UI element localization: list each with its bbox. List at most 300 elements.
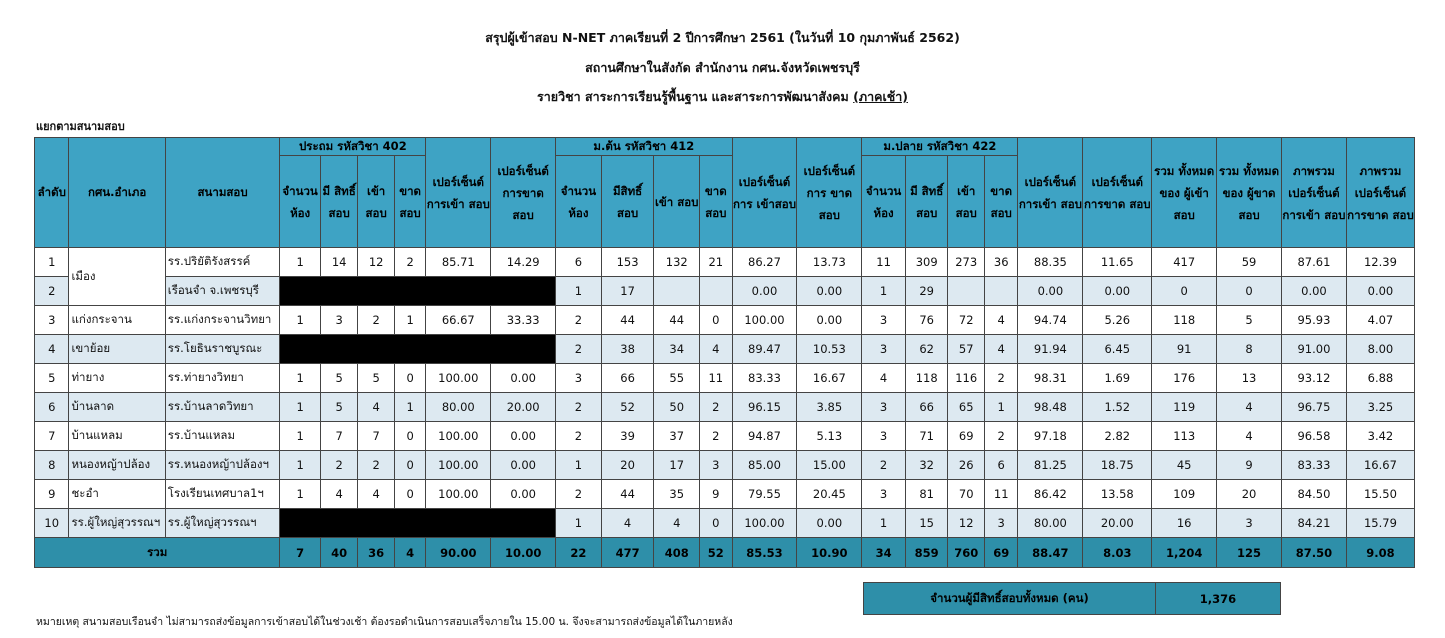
upper-secondary-cell: 3	[862, 480, 906, 509]
totals-cell: 36	[358, 538, 395, 568]
row-number: 5	[35, 364, 69, 393]
total-cell: 45	[1152, 451, 1217, 480]
lower-secondary-cell: 3	[700, 451, 732, 480]
primary-cell: 3	[320, 306, 358, 335]
upper-secondary-cell: 12	[948, 509, 985, 538]
upper-secondary-cell: 0.00	[1018, 277, 1083, 306]
header-upper-pct-absent	[1083, 138, 1152, 248]
lower-secondary-cell: 44	[601, 306, 654, 335]
lower-secondary-cell: 0.00	[797, 306, 862, 335]
primary-cell: 66.67	[426, 306, 491, 335]
primary-cell: 1	[394, 393, 425, 422]
report-title: สรุปผู้เข้าสอบ N-NET ภาคเรียนที่ 2 ปีการศึกษา 2561 (ในวันที่ 10 กุมภาพันธ์ 2562)	[485, 30, 960, 45]
total-cell: 4	[1217, 422, 1282, 451]
primary-cell: 100.00	[426, 364, 491, 393]
header-upper-pct-attend	[1018, 138, 1083, 248]
primary-cell: 85.71	[426, 248, 491, 277]
total-cell: 0.00	[1282, 277, 1347, 306]
primary-cell: 1	[394, 306, 425, 335]
primary-cell: 14	[320, 248, 358, 277]
row-venue: โรงเรียนเทศบาล1ฯ	[165, 480, 280, 509]
table-row	[35, 248, 1415, 277]
summary-label: จำนวนผู้มีสิทธิ์สอบทั้งหมด (คน)	[864, 583, 1156, 615]
report-subject	[0, 87, 1445, 107]
lower-secondary-cell: 0.00	[797, 277, 862, 306]
lower-secondary-cell	[654, 277, 700, 306]
totals-cell: 85.53	[732, 538, 797, 568]
lower-secondary-cell: 1	[556, 509, 602, 538]
row-number: 10	[35, 509, 69, 538]
upper-secondary-cell: 57	[948, 335, 985, 364]
total-cell: 3.42	[1346, 422, 1414, 451]
totals-cell: 88.47	[1018, 538, 1083, 568]
primary-cell: 5	[320, 364, 358, 393]
upper-secondary-cell: 1	[984, 393, 1017, 422]
primary-cell: 4	[320, 480, 358, 509]
total-cell: 13	[1217, 364, 1282, 393]
results-table	[34, 137, 1415, 568]
primary-cell: 100.00	[426, 480, 491, 509]
upper-secondary-cell: 88.35	[1018, 248, 1083, 277]
total-cell: 96.75	[1282, 393, 1347, 422]
redacted-block	[280, 509, 556, 538]
lower-secondary-cell: 100.00	[732, 509, 797, 538]
lower-secondary-cell: 15.00	[797, 451, 862, 480]
upper-secondary-cell: 70	[948, 480, 985, 509]
header-venue: สนามสอบ	[165, 138, 280, 248]
row-district: รร.ผู้ใหญ่สุวรรณฯ	[69, 509, 165, 538]
upper-secondary-cell: 98.31	[1018, 364, 1083, 393]
primary-cell: 0	[394, 451, 425, 480]
header-absent: ขาด สอบ	[700, 156, 732, 248]
table-row	[35, 451, 1415, 480]
lower-secondary-cell: 2	[556, 335, 602, 364]
table-row	[35, 422, 1415, 451]
report-subtitle: สถานศึกษาในสังกัด สำนักงาน กศน.จังหวัดเพชรบุรี	[585, 60, 860, 75]
header-district: กศน.อำเภอ	[69, 138, 165, 248]
total-cell: 0.00	[1346, 277, 1414, 306]
upper-secondary-cell: 11	[984, 480, 1017, 509]
header-total-absent: รวม ทั้งหมด ของ ผู้ขาดสอบ	[1217, 138, 1282, 248]
total-cell: 83.33	[1282, 451, 1347, 480]
header-attended: เข้า สอบ	[654, 156, 700, 248]
total-cell: 5	[1217, 306, 1282, 335]
row-district: เมือง	[69, 248, 165, 306]
totals-cell: 477	[601, 538, 654, 568]
row-venue: รร.บ้านลาดวิทยา	[165, 393, 280, 422]
total-cell: 95.93	[1282, 306, 1347, 335]
total-cell: 417	[1152, 248, 1217, 277]
lower-secondary-cell: 0.00	[732, 277, 797, 306]
lower-secondary-cell: 1	[556, 277, 602, 306]
header-attended: เข้า สอบ	[358, 156, 395, 248]
upper-secondary-cell: 18.75	[1083, 451, 1152, 480]
lower-secondary-cell: 4	[700, 335, 732, 364]
primary-cell: 0.00	[491, 480, 556, 509]
totals-cell: 859	[905, 538, 948, 568]
table-row	[35, 335, 1415, 364]
totals-cell: 34	[862, 538, 906, 568]
redacted-block	[280, 277, 556, 306]
table-row	[35, 393, 1415, 422]
primary-cell: 0.00	[491, 422, 556, 451]
upper-secondary-cell: 1	[862, 277, 906, 306]
lower-secondary-cell: 96.15	[732, 393, 797, 422]
primary-cell: 5	[320, 393, 358, 422]
upper-secondary-cell: 13.58	[1083, 480, 1152, 509]
totals-row	[35, 538, 1415, 568]
total-cell: 8.00	[1346, 335, 1414, 364]
lower-secondary-cell: 16.67	[797, 364, 862, 393]
upper-secondary-cell: 32	[905, 451, 948, 480]
lower-secondary-cell: 44	[654, 306, 700, 335]
lower-secondary-cell: 94.87	[732, 422, 797, 451]
lower-secondary-cell: 83.33	[732, 364, 797, 393]
upper-secondary-cell: 0.00	[1083, 277, 1152, 306]
pct-label: เปอร์เซ็นต์	[497, 163, 549, 178]
total-cell: 6.88	[1346, 364, 1414, 393]
upper-secondary-cell: 72	[948, 306, 985, 335]
lower-secondary-cell: 0	[700, 509, 732, 538]
total-cell: 16.67	[1346, 451, 1414, 480]
totals-cell: 760	[948, 538, 985, 568]
upper-secondary-cell: 4	[984, 335, 1017, 364]
session-label: (ภาคเช้า)	[853, 89, 908, 104]
row-venue: รร.ปริยัติรังสรรค์	[165, 248, 280, 277]
row-venue: รร.โยธินราชบูรณะ	[165, 335, 280, 364]
lower-secondary-cell: 20.45	[797, 480, 862, 509]
total-cell: 9	[1217, 451, 1282, 480]
total-cell: 113	[1152, 422, 1217, 451]
total-cell: 16	[1152, 509, 1217, 538]
row-district: เขาย้อย	[69, 335, 165, 364]
total-cell: 91.00	[1282, 335, 1347, 364]
upper-secondary-cell	[948, 277, 985, 306]
upper-secondary-cell: 80.00	[1018, 509, 1083, 538]
upper-secondary-cell: 65	[948, 393, 985, 422]
pct-sub: การ ขาดสอบ	[806, 185, 853, 222]
pct-label: เปอร์เซ็นต์	[1024, 174, 1077, 189]
upper-secondary-cell: 69	[948, 422, 985, 451]
total-cell: 87.61	[1282, 248, 1347, 277]
upper-secondary-cell: 97.18	[1018, 422, 1083, 451]
table-row	[35, 480, 1415, 509]
upper-secondary-cell	[984, 277, 1017, 306]
upper-secondary-cell: 20.00	[1083, 509, 1152, 538]
lower-secondary-cell: 4	[601, 509, 654, 538]
upper-secondary-cell: 1.69	[1083, 364, 1152, 393]
totals-cell: 10.00	[491, 538, 556, 568]
header-primary-pct-attend	[426, 138, 491, 248]
lower-secondary-cell: 79.55	[732, 480, 797, 509]
upper-secondary-cell: 81	[905, 480, 948, 509]
lower-secondary-cell: 34	[654, 335, 700, 364]
total-cell: 176	[1152, 364, 1217, 393]
upper-secondary-cell: 1	[862, 509, 906, 538]
upper-secondary-cell: 3	[862, 335, 906, 364]
primary-cell: 1	[280, 364, 321, 393]
row-number: 3	[35, 306, 69, 335]
row-venue: เรือนจำ จ.เพชรบุรี	[165, 277, 280, 306]
pct-sub: การขาด สอบ	[502, 185, 544, 222]
upper-secondary-cell: 2	[862, 451, 906, 480]
upper-secondary-cell: 81.25	[1018, 451, 1083, 480]
total-cell: 12.39	[1346, 248, 1414, 277]
header-overall-pct-absent: ภาพรวม เปอร์เซ็นต์ การขาด สอบ	[1346, 138, 1414, 248]
total-cell: 0	[1152, 277, 1217, 306]
totals-cell: 90.00	[426, 538, 491, 568]
primary-cell: 80.00	[426, 393, 491, 422]
row-district: หนองหญ้าปล้อง	[69, 451, 165, 480]
primary-cell: 100.00	[426, 451, 491, 480]
group-label: แยกตามสนามสอบ	[36, 120, 125, 133]
redacted-block	[280, 335, 556, 364]
header-rooms: จำนวน ห้อง	[280, 156, 321, 248]
primary-cell: 14.29	[491, 248, 556, 277]
lower-secondary-cell: 44	[601, 480, 654, 509]
lower-secondary-cell: 2	[700, 422, 732, 451]
upper-secondary-cell: 4	[862, 364, 906, 393]
primary-cell: 0	[394, 480, 425, 509]
upper-secondary-cell: 4	[984, 306, 1017, 335]
total-cell: 59	[1217, 248, 1282, 277]
table-row	[35, 277, 1415, 306]
lower-secondary-cell: 85.00	[732, 451, 797, 480]
total-cell: 84.50	[1282, 480, 1347, 509]
primary-cell: 1	[280, 451, 321, 480]
total-cell: 84.21	[1282, 509, 1347, 538]
row-number: 4	[35, 335, 69, 364]
lower-secondary-cell: 66	[601, 364, 654, 393]
row-venue: รร.ท่ายางวิทยา	[165, 364, 280, 393]
lower-secondary-cell: 55	[654, 364, 700, 393]
upper-secondary-cell: 3	[984, 509, 1017, 538]
total-cell: 0	[1217, 277, 1282, 306]
upper-secondary-cell: 76	[905, 306, 948, 335]
lower-secondary-cell: 11	[700, 364, 732, 393]
header-rooms: จำนวน ห้อง	[556, 156, 602, 248]
row-venue: รร.แก่งกระจานวิทยา	[165, 306, 280, 335]
row-district: บ้านแหลม	[69, 422, 165, 451]
results-body	[35, 248, 1415, 568]
total-cell: 119	[1152, 393, 1217, 422]
primary-cell: 5	[358, 364, 395, 393]
table-row	[35, 509, 1415, 538]
lower-secondary-cell: 21	[700, 248, 732, 277]
lower-secondary-cell: 5.13	[797, 422, 862, 451]
pct-label: เปอร์เซ็นต์	[1091, 174, 1143, 189]
summary-value: 1,376	[1156, 583, 1281, 615]
totals-label: รวม	[35, 538, 280, 568]
primary-cell: 2	[358, 306, 395, 335]
primary-cell: 4	[358, 480, 395, 509]
upper-secondary-cell: 2.82	[1083, 422, 1152, 451]
primary-cell: 0	[394, 422, 425, 451]
totals-cell: 9.08	[1346, 538, 1414, 568]
upper-secondary-cell: 3	[862, 422, 906, 451]
header-lower-secondary: ม.ต้น รหัสวิชา 412	[556, 138, 732, 156]
header-upper-secondary: ม.ปลาย รหัสวิชา 422	[862, 138, 1018, 156]
total-cell: 4.07	[1346, 306, 1414, 335]
totals-cell: 7	[280, 538, 321, 568]
lower-secondary-cell: 17	[601, 277, 654, 306]
upper-secondary-cell: 6	[984, 451, 1017, 480]
lower-secondary-cell: 2	[556, 422, 602, 451]
primary-cell: 0.00	[491, 451, 556, 480]
pct-label: เปอร์เซ็นต์	[432, 174, 484, 189]
primary-cell: 2	[320, 451, 358, 480]
lower-secondary-cell: 100.00	[732, 306, 797, 335]
upper-secondary-cell: 36	[984, 248, 1017, 277]
upper-secondary-cell: 71	[905, 422, 948, 451]
row-district: ชะอำ	[69, 480, 165, 509]
primary-cell: 7	[358, 422, 395, 451]
primary-cell: 1	[280, 422, 321, 451]
upper-secondary-cell: 86.42	[1018, 480, 1083, 509]
totals-cell: 10.90	[797, 538, 862, 568]
header-absent: ขาด สอบ	[984, 156, 1017, 248]
primary-cell: 2	[394, 248, 425, 277]
totals-cell: 87.50	[1282, 538, 1347, 568]
upper-secondary-cell: 3	[862, 393, 906, 422]
primary-cell: 12	[358, 248, 395, 277]
upper-secondary-cell: 11	[862, 248, 906, 277]
upper-secondary-cell: 2	[984, 364, 1017, 393]
lower-secondary-cell: 4	[654, 509, 700, 538]
table-row	[35, 364, 1415, 393]
header-rooms: จำนวน ห้อง	[862, 156, 906, 248]
lower-secondary-cell: 2	[700, 393, 732, 422]
lower-secondary-cell: 39	[601, 422, 654, 451]
primary-cell: 1	[280, 306, 321, 335]
lower-secondary-cell: 1	[556, 451, 602, 480]
total-cell: 96.58	[1282, 422, 1347, 451]
header-absent: ขาด สอบ	[394, 156, 425, 248]
row-number: 2	[35, 277, 69, 306]
primary-cell: 0.00	[491, 364, 556, 393]
lower-secondary-cell: 37	[654, 422, 700, 451]
primary-cell: 1	[280, 248, 321, 277]
lower-secondary-cell: 38	[601, 335, 654, 364]
primary-cell: 20.00	[491, 393, 556, 422]
lower-secondary-cell: 2	[556, 306, 602, 335]
header-eligible: มีสิทธิ์ สอบ	[601, 156, 654, 248]
header-total-attended: รวม ทั้งหมด ของ ผู้เข้าสอบ	[1152, 138, 1217, 248]
lower-secondary-cell: 20	[601, 451, 654, 480]
upper-secondary-cell: 309	[905, 248, 948, 277]
header-order: ลำดับ	[35, 138, 69, 248]
upper-secondary-cell: 3	[862, 306, 906, 335]
row-venue: รร.ผู้ใหญ่สุวรรณฯ	[165, 509, 280, 538]
header-lower-pct-absent	[797, 138, 862, 248]
primary-cell: 2	[358, 451, 395, 480]
total-cell: 91	[1152, 335, 1217, 364]
pct-sub: การ เข้าสอบ	[732, 196, 797, 211]
lower-secondary-cell: 50	[654, 393, 700, 422]
header-attended: เข้า สอบ	[948, 156, 985, 248]
upper-secondary-cell: 26	[948, 451, 985, 480]
primary-cell: 0	[394, 364, 425, 393]
lower-secondary-cell: 86.27	[732, 248, 797, 277]
total-cell: 3	[1217, 509, 1282, 538]
row-venue: รร.บ้านแหลม	[165, 422, 280, 451]
summary-table	[863, 582, 1281, 615]
row-number: 7	[35, 422, 69, 451]
table-row	[35, 306, 1415, 335]
header-primary: ประถม รหัสวิชา 402	[280, 138, 426, 156]
upper-secondary-cell: 116	[948, 364, 985, 393]
pct-sub: การขาด สอบ	[1083, 196, 1151, 211]
pct-label: เปอร์เซ็นต์	[738, 174, 791, 189]
lower-secondary-cell: 0.00	[797, 509, 862, 538]
header-lower-pct-attend	[732, 138, 797, 248]
lower-secondary-cell: 52	[601, 393, 654, 422]
upper-secondary-cell: 94.74	[1018, 306, 1083, 335]
total-cell: 3.25	[1346, 393, 1414, 422]
upper-secondary-cell: 66	[905, 393, 948, 422]
pct-label: เปอร์เซ็นต์	[803, 163, 856, 178]
primary-cell: 4	[358, 393, 395, 422]
lower-secondary-cell: 2	[556, 393, 602, 422]
row-number: 9	[35, 480, 69, 509]
lower-secondary-cell: 0	[700, 306, 732, 335]
pct-sub: การเข้า สอบ	[426, 196, 490, 211]
row-district: บ้านลาด	[69, 393, 165, 422]
primary-cell: 100.00	[426, 422, 491, 451]
total-cell: 8	[1217, 335, 1282, 364]
lower-secondary-cell: 3	[556, 364, 602, 393]
totals-cell: 8.03	[1083, 538, 1152, 568]
lower-secondary-cell: 35	[654, 480, 700, 509]
row-district: ท่ายาง	[69, 364, 165, 393]
upper-secondary-cell: 273	[948, 248, 985, 277]
total-cell: 15.79	[1346, 509, 1414, 538]
lower-secondary-cell: 13.73	[797, 248, 862, 277]
upper-secondary-cell: 6.45	[1083, 335, 1152, 364]
upper-secondary-cell: 5.26	[1083, 306, 1152, 335]
pct-sub: การเข้า สอบ	[1018, 196, 1082, 211]
upper-secondary-cell: 2	[984, 422, 1017, 451]
totals-cell: 22	[556, 538, 602, 568]
totals-cell: 4	[394, 538, 425, 568]
lower-secondary-cell: 132	[654, 248, 700, 277]
totals-cell: 52	[700, 538, 732, 568]
row-number: 6	[35, 393, 69, 422]
total-cell: 15.50	[1346, 480, 1414, 509]
primary-cell: 7	[320, 422, 358, 451]
upper-secondary-cell: 98.48	[1018, 393, 1083, 422]
upper-secondary-cell: 11.65	[1083, 248, 1152, 277]
upper-secondary-cell: 1.52	[1083, 393, 1152, 422]
totals-cell: 408	[654, 538, 700, 568]
subject-text: รายวิชา สาระการเรียนรู้พื้นฐาน และสาระการพัฒนาสังคม	[537, 89, 854, 104]
row-district: แก่งกระจาน	[69, 306, 165, 335]
totals-cell: 125	[1217, 538, 1282, 568]
totals-cell: 40	[320, 538, 358, 568]
upper-secondary-cell: 29	[905, 277, 948, 306]
footnote: หมายเหตุ สนามสอบเรือนจำ ไม่สามารถส่งข้อมูลการเข้าสอบได้ในช่วงเช้า ต้องรอดำเนินการสอบเสร็จภายใน 15.00 น. จึงจะสามารถส่งข้อมูลได้ในภายหลัง	[36, 616, 733, 628]
row-number: 8	[35, 451, 69, 480]
row-venue: รร.หนองหญ้าปล้องฯ	[165, 451, 280, 480]
header-primary-pct-absent	[491, 138, 556, 248]
upper-secondary-cell: 118	[905, 364, 948, 393]
primary-cell: 1	[280, 393, 321, 422]
upper-secondary-cell: 91.94	[1018, 335, 1083, 364]
lower-secondary-cell: 3.85	[797, 393, 862, 422]
primary-cell: 33.33	[491, 306, 556, 335]
primary-cell: 1	[280, 480, 321, 509]
header-overall-pct-attend: ภาพรวม เปอร์เซ็นต์ การเข้า สอบ	[1282, 138, 1347, 248]
